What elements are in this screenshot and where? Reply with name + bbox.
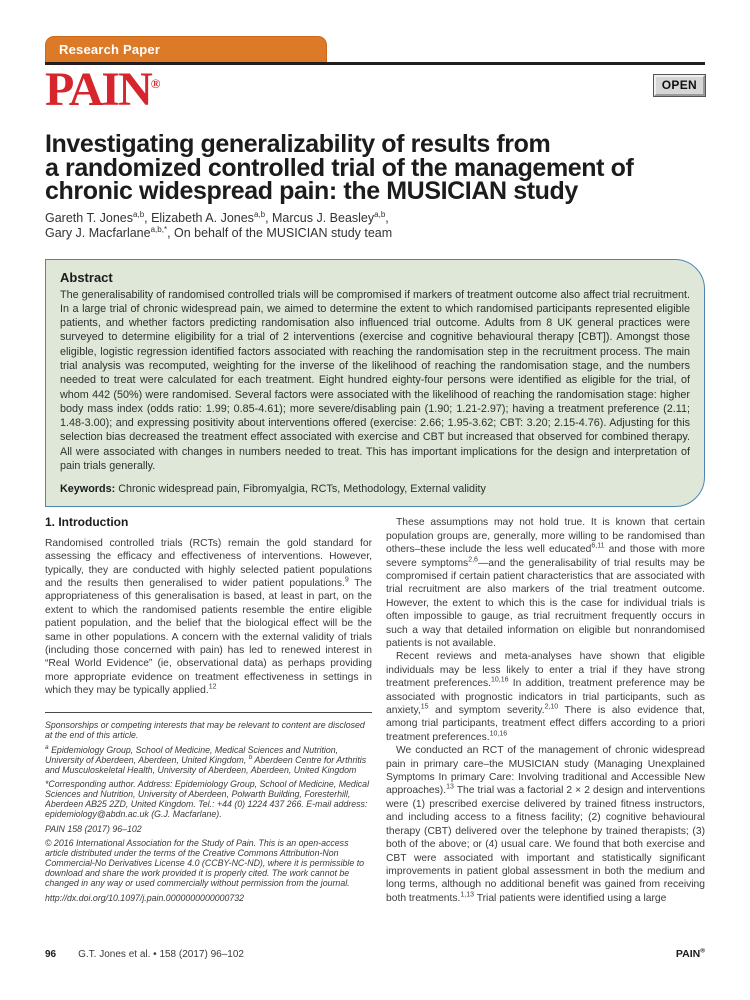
introduction-paragraph-4: We conducted an RCT of the management of chronic widespread pain in primary care–the MUSICIAN study (Managing Unexplained Symptoms In primary Care: Involving traditional and Accessible New approaches).$^{13}$ The trial was a factorial 2 × 2 design and interventions were (1) prescribed exercise delivered by trained fitness instructors, and including access to a fitness facility; (2) cognitive behavioural therapy (CBT) delivered over the telephone by trained therapists; (3) both of the above; or (4) usual care. We found that both exercise and CBT were associated with important and statistically significant improvements in patient global assessment in both the medium and long terms, although no additional benefit was gained from receiving both treatments.$^{1,13}$ Trial patients were identified using a large (386, 745, 705, 904)
footnote-affiliations: $^a$ Epidemiology Group, School of Medicine, Medical Sciences and Nutrition, University of Aberdeen, Aberdeen, United Kingdom, $^b$ Aberdeen Centre for Arthritis and Musculoskeletal Health, University of Aberdeen, Aberdeen, United Kingdom (45, 743, 367, 775)
running-head: G.T. Jones et al. • 158 (2017) 96–102 (78, 949, 244, 960)
pain-journal-logo: PAIN® (45, 63, 161, 116)
research-paper-banner-label: Research Paper (59, 42, 161, 57)
body-columns (45, 516, 705, 956)
article-title (45, 130, 705, 205)
footnote-citation: PAIN 158 (2017) 96–102 (45, 823, 142, 834)
masthead (45, 65, 705, 123)
open-access-badge: OPEN (654, 75, 705, 96)
page-number: 96 (45, 949, 57, 960)
keywords-label: Keywords: (60, 483, 116, 496)
article-title-line-2: a randomized controlled trial of the management of (45, 153, 634, 182)
introduction-paragraph-2: These assumptions may not hold true. It is known that certain population groups are, generally, more willing to be randomised than others–these include the less well educated$^{6,11}$ and those with more severe symptoms$^{2,6}$—and the generalisability of trial results may be compromised if certain patient characteristics that are associated with trial recruitment are also markers of the trial treatment outcome. However, the extent to which this is the case for individual trials is often impossible to gauge, as trial recruitment frequently occurs in such a way that detailed information on eligible but nonrandomised patients is not available. (386, 517, 705, 650)
author-line-2: Gary J. Macfarlane$^{a,b,*}$, On behalf of the MUSICIAN study team (45, 224, 393, 240)
introduction-heading: 1. Introduction (45, 516, 129, 530)
article-title-line-3: chronic widespread pain: the MUSICIAN study (45, 177, 578, 205)
research-paper-banner (45, 36, 327, 62)
abstract-body: The generalisability of randomised controlled trials will be compromised if markers of treatment outcome also affect trial recruitment. In a large trial of chronic widespread pain, we aimed to determine the extent to which randomised participants represented eligible patients, and whether factors predicting randomisation also influenced trial outcome. Adults from 8 UK general practices were surveyed to determine eligibility for a trial of 2 interventions (exercise and cognitive behavioural therapy [CBT]). Amongst those eligible, logistic regression identified factors associated with reaching the randomisation step in the recruitment process. The main trial analysis was recomputed, weighting for the inverse of the likelihood of reaching the randomisation stage, and the numbers needed to treat were calculated for each treatment. Eight hundred eighty-four persons were identified as eligible for the trial, of whom 442 (50%) were randomised. Several factors were associated with the likelihood of reaching the randomisation stage: higher body mass index (odds ratio: 1.99; 0.85-4.61); more severe/disabling pain (1.90; 1.21-2.97); having a treatment preference (2.11; 1.48-3.00); and expressing positivity about interventions offered (exercise: 2.66; 1.95-3.62; CBT: 3.20; 2.15-4.76). Adjusting for this selection bias decreased the treatment effect associated with exercise and CBT but increased that observed for combined therapy. All were associated with changes in numbers needed to treat. This has important implications for the design and interpretation of pain trials generally. (60, 288, 690, 473)
abstract-heading: Abstract (60, 269, 113, 285)
footnote-corresponding-author: *Corresponding author. Address: Epidemiology Group, School of Medicine, Medical Sciences and Nutrition, University of Aberdeen, Polwarth Building, Foresterhill, Aberdeen AB25 2ZD, United Kingdom. Tel.: +44 (0) 1224 437 266. E-mail address: epidemiology@abdn.ac.uk (G.J. Macfarlane). (45, 779, 370, 820)
keywords-line (60, 482, 690, 496)
author-list (45, 211, 705, 242)
footnote-divider (45, 712, 372, 714)
footnote-sponsorship: Sponsorships or competing interests that may be relevant to content are disclosed at the end of this article. (45, 720, 365, 741)
keywords-text: Chronic widespread pain, Fibromyalgia, RCTs, Methodology, External validity (115, 483, 486, 496)
footnote-doi-link: http://dx.doi.org/10.1097/j.pain.0000000000000732 (45, 892, 245, 903)
left-column (45, 516, 372, 956)
abstract-box (45, 259, 705, 508)
right-column (386, 516, 705, 956)
article-title-line-1: Investigating generalizability of results from (45, 130, 551, 158)
footnote-copyright: © 2016 International Association for the Study of Pain. This is an open-access article distributed under the terms of the Creative Commons Attribution-Non Commercial-No Derivatives License 4.0 (CCBY-NC-ND), where it is permissible to download and share the work provided it is properly cited. The work cannot be changed in any way or used commercially without permission from the journal. (45, 838, 365, 889)
introduction-paragraph-1: Randomised controlled trials (RCTs) remain the gold standard for assessing the efficacy and effectiveness of interventions. However, typically, they are conducted with highly selected patient populations and the results then generalised to wider patient populations.$^9$ The appropriateness of this generalisation is based, at least in part, on the extent to which the randomised patients resemble the entire eligible patient population, and the belief that the biological effect will be the same in other populations. A concern with the external validity of trials (including those concerned with pain) has led to renewed interest in “Real World Evidence” (ie, observational data) as perhaps providing more appropriate evidence on treatment effectiveness in settings in which they may be typically applied.$^{12}$ (45, 537, 372, 697)
journal-mark: PAIN® (675, 947, 705, 960)
footnotes (45, 720, 372, 903)
page-footer (45, 948, 705, 960)
author-line-1: Gareth T. Jones$^{a,b}$, Elizabeth A. Jones$^{a,b}$, Marcus J. Beasley$^{a,b}$, (45, 209, 389, 225)
introduction-paragraph-3: Recent reviews and meta-analyses have shown that eligible individuals may be less likely to enter a trial if they have strong treatment preferences.$^{10,16}$ In addition, treatment preference may be associated with prognostic indicators in trial participants, such as anxiety,$^{15}$ and symptom severity.$^{2,10}$ There is also evidence that, among trial participants, treatment effect differs according to a priori treatment preferences.$^{10,16}$ (386, 651, 705, 743)
